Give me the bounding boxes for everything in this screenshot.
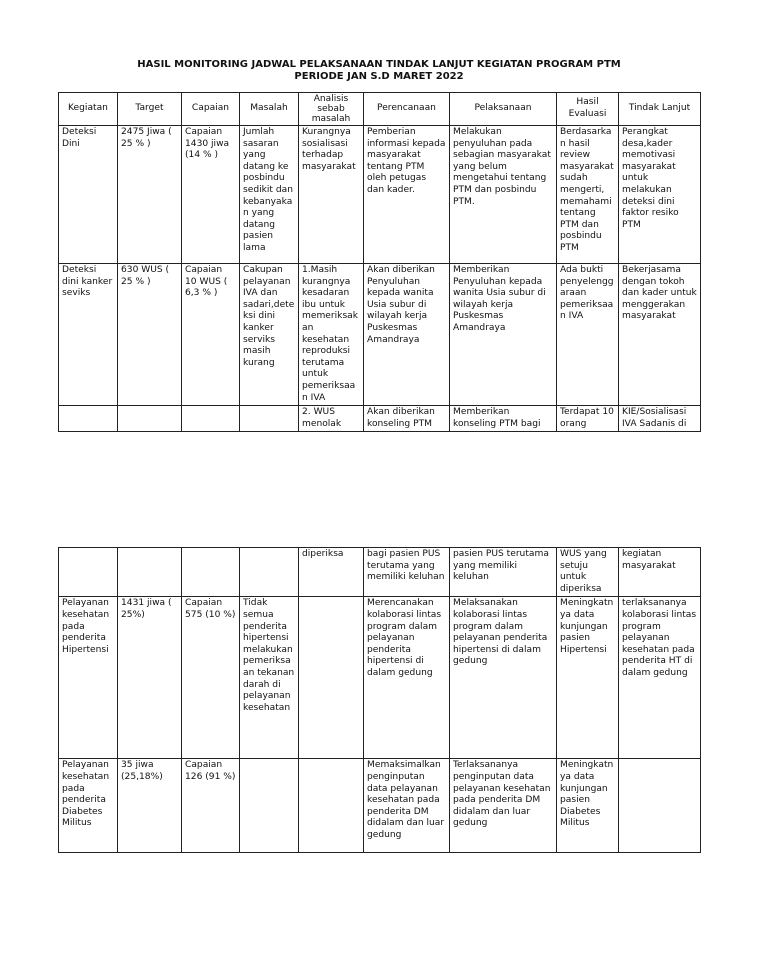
cell-masalah: Tidak semua penderita hipertensi melakukan pemeriksaan tekanan darah di pelayanan kesehatan [240, 597, 299, 759]
table-row [59, 597, 701, 759]
cell-analisis: 1.Masih kurangnya kesadaran ibu untuk memeriksakan kesehatan reproduksi terutama untuk pemeriksaan IVA [299, 264, 364, 406]
cell-pelaksanaan: Memberikan Penyuluhan kepada wanita Usia subur di wilayah kerja Puskesmas Amandraya [450, 264, 557, 406]
cell-perencanaan: Memaksimalkan penginputan data pelayanan kesehatan pada penderita DM didalam dan luar gedung [364, 759, 450, 853]
cell-text: Terdapat 10 orang [560, 407, 614, 429]
title-line-1: HASIL MONITORING JADWAL PELAKSANAAN TINDAK LANJUT KEGIATAN PROGRAM PTM [137, 59, 621, 70]
cell-hasil-evaluasi: WUS yang setuju untuk diperiksa [557, 548, 619, 597]
cell-pelaksanaan: Terlaksananya penginputan data pelayanan kesehatan pada penderita DM didalam dan luar gedung [450, 759, 557, 853]
cell-target [118, 548, 182, 597]
cell-masalah: Jumlah sasaran yang datang ke posbindu sedikit dan kebanyakan yang datang pasien lama [240, 126, 299, 264]
header-target: Target [118, 93, 182, 126]
cell-tindak-lanjut: Perangkat desa,kader memotivasi masyarakat untuk melakukan deteksi dini faktor resiko PTM [619, 126, 701, 264]
monitoring-table-page-2 [58, 547, 701, 853]
cell-tindak-lanjut: terlaksananya kolaborasi lintas program pelayanan kesehatan pada penderita HT di dalam gedung [619, 597, 701, 759]
header-capaian: Capaian [182, 93, 240, 126]
table-row [59, 406, 701, 432]
cell-capaian: Capaian 575 (10 %) [182, 597, 240, 759]
cell-kegiatan: Pelayanan kesehatan pada penderita Hipertensi [59, 597, 118, 759]
header-row [59, 93, 701, 126]
cell-capaian: Capaian 10 WUS ( 6,3 % ) [182, 264, 240, 406]
cell-text [185, 407, 236, 430]
cell-target: 2475 Jiwa ( 25 % ) [118, 126, 182, 264]
cell-hasil-evaluasi: Meningkatnya data kunjungan pasien Diabetes Militus [557, 759, 619, 853]
cell-capaian: Capaian 126 (91 %) [182, 759, 240, 853]
cell-tindak-lanjut [619, 759, 701, 853]
table-row [59, 264, 701, 406]
cell-tindak-lanjut [619, 406, 701, 432]
cell-perencanaan [364, 406, 450, 432]
header-kegiatan: Kegiatan [59, 93, 118, 126]
cell-tindak-lanjut: kegiatan masyarakat [619, 548, 701, 597]
header-pelaksanaan: Pelaksanaan [450, 93, 557, 126]
cell-target [118, 406, 182, 432]
cell-masalah [240, 548, 299, 597]
cell-hasil-evaluasi [557, 406, 619, 432]
table-row [59, 548, 701, 597]
cell-analisis [299, 759, 364, 853]
cell-perencanaan: Merencanakan kolaborasi lintas program dalam pelayanan penderita hipertensi di dalam gedung [364, 597, 450, 759]
cell-pelaksanaan: Melaksanakan kolaborasi lintas program dalam pelayanan penderita hipertensi di dalam gedung [450, 597, 557, 759]
cell-analisis [299, 597, 364, 759]
cell-text [121, 407, 178, 430]
monitoring-table-page-1 [58, 92, 701, 432]
cell-perencanaan: Akan diberikan Penyuluhan kepada wanita Usia subur di wilayah kerja Puskesmas Amandraya [364, 264, 450, 406]
cell-text [243, 407, 295, 430]
cell-analisis: diperiksa [299, 548, 364, 597]
title-line-2: PERIODE JAN S.D MARET 2022 [294, 70, 464, 82]
header-perencanaan: Perencanaan [364, 93, 450, 126]
cell-masalah [240, 759, 299, 853]
cell-kegiatan: Deteksi dini kanker seviks [59, 264, 118, 406]
header-masalah: Masalah [240, 93, 299, 126]
header-hasil-evaluasi: Hasil Evaluasi [557, 93, 619, 126]
cell-capaian: Capaian 1430 jiwa (14 % ) [182, 126, 240, 264]
cell-text: KIE/Sosialisasi IVA Sadanis di [622, 407, 687, 429]
cell-kegiatan: Pelayanan kesehatan pada penderita Diabetes Militus [59, 759, 118, 853]
table-row [59, 759, 701, 853]
cell-pelaksanaan [450, 406, 557, 432]
cell-analisis: Kurangnya sosialisasi terhadap masyarakat [299, 126, 364, 264]
document-title [58, 59, 700, 82]
cell-target: 1431 jiwa ( 25%) [118, 597, 182, 759]
cell-text [62, 407, 114, 430]
cell-text: Akan diberikan konseling PTM [367, 407, 435, 429]
header-analisis: Analisis sebab masalah [299, 93, 364, 126]
cell-masalah [240, 406, 299, 432]
cell-pelaksanaan: Melakukan penyuluhan pada sebagian masyarakat yang belum mengetahui tentang PTM dan posbindu PTM. [450, 126, 557, 264]
header-tindak-lanjut: Tindak Lanjut [619, 93, 701, 126]
cell-capaian [182, 548, 240, 597]
table-row [59, 126, 701, 264]
cell-perencanaan: Pemberian informasi kepada masyarakat tentang PTM oleh petugas dan kader. [364, 126, 450, 264]
cell-capaian [182, 406, 240, 432]
cell-text: Memberikan konseling PTM bagi [453, 407, 541, 429]
cell-target: 630 WUS ( 25 % ) [118, 264, 182, 406]
cell-kegiatan: Deteksi Dini [59, 126, 118, 264]
cell-analisis [299, 406, 364, 432]
cell-tindak-lanjut: Bekerjasama dengan tokoh dan kader untuk menggerakan masyarakat [619, 264, 701, 406]
cell-kegiatan [59, 406, 118, 432]
cell-perencanaan: bagi pasien PUS terutama yang memiliki keluhan [364, 548, 450, 597]
cell-target: 35 jiwa (25,18%) [118, 759, 182, 853]
cell-text: 2. WUS menolak [302, 407, 342, 429]
cell-pelaksanaan: pasien PUS terutama yang memiliki keluhan [450, 548, 557, 597]
cell-hasil-evaluasi: Berdasarkan hasil review masyarakat sudah mengerti, memahami tentang PTM dan posbindu PTM [557, 126, 619, 264]
cell-hasil-evaluasi: Ada bukti penyelenggaraan pemeriksaan IVA [557, 264, 619, 406]
cell-hasil-evaluasi: Meningkatnya data kunjungan pasien Hipertensi [557, 597, 619, 759]
cell-masalah: Cakupan pelayanan IVA dan sadari,deteksi dini kanker serviks masih kurang [240, 264, 299, 406]
cell-kegiatan [59, 548, 118, 597]
